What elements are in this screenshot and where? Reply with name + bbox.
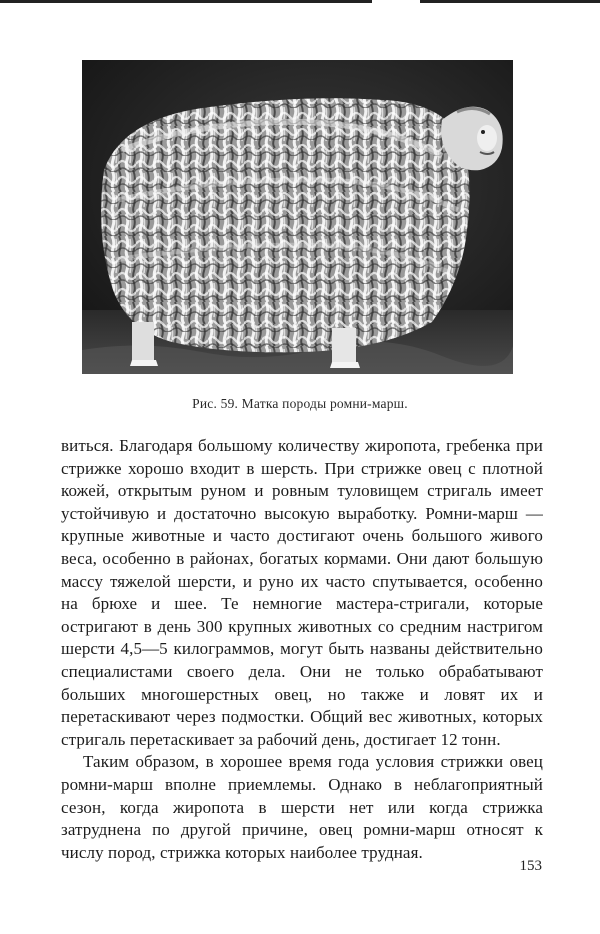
sheep-photo [82, 60, 513, 374]
figure-caption: Рис. 59. Матка породы ромни-марш. [192, 396, 408, 411]
paragraph: виться. Благодаря большому количеству жиропота, гребенка при стрижке хорошо входит в шерсть. При стрижке овец с плотной кожей, открытым руном и ровным туловищем стригаль имеет устойчивую и достаточно высокую выработку. Ромни-марш — крупные животные и часто достигают очень большого живого веса, особенно в районах, богатых кормами. Они дают большую массу тяжелой шерсти, и руно их часто спутывается, особенно на брюхе и шее. Те немногие мастера-стригали, которые остригают в день 300 крупных животных со средним настригом шерсти 4,5—5 килограммов, могут быть названы действительно специалистами своего дела. Они не только обрабатывают больших многошерстных овец, но также и ловят их и перетаскивают через подмостки. Общий вес животных, которых стригаль перетаскивает за рабочий день, достигает 12 тонн. [61, 436, 543, 749]
page-number: 153 [519, 858, 542, 874]
body-text [61, 435, 543, 864]
paragraph: Таким образом, в хорошее время года условия стрижки овец ромни-марш вполне приемлемы. Однако в неблагоприятный сезон, когда жиропота в шерсти нет или когда стрижка затруднена по другой причине, овец ромни-марш относят к числу пород, стрижка которых наиболее трудная. [61, 752, 543, 862]
top-rule [0, 0, 600, 3]
